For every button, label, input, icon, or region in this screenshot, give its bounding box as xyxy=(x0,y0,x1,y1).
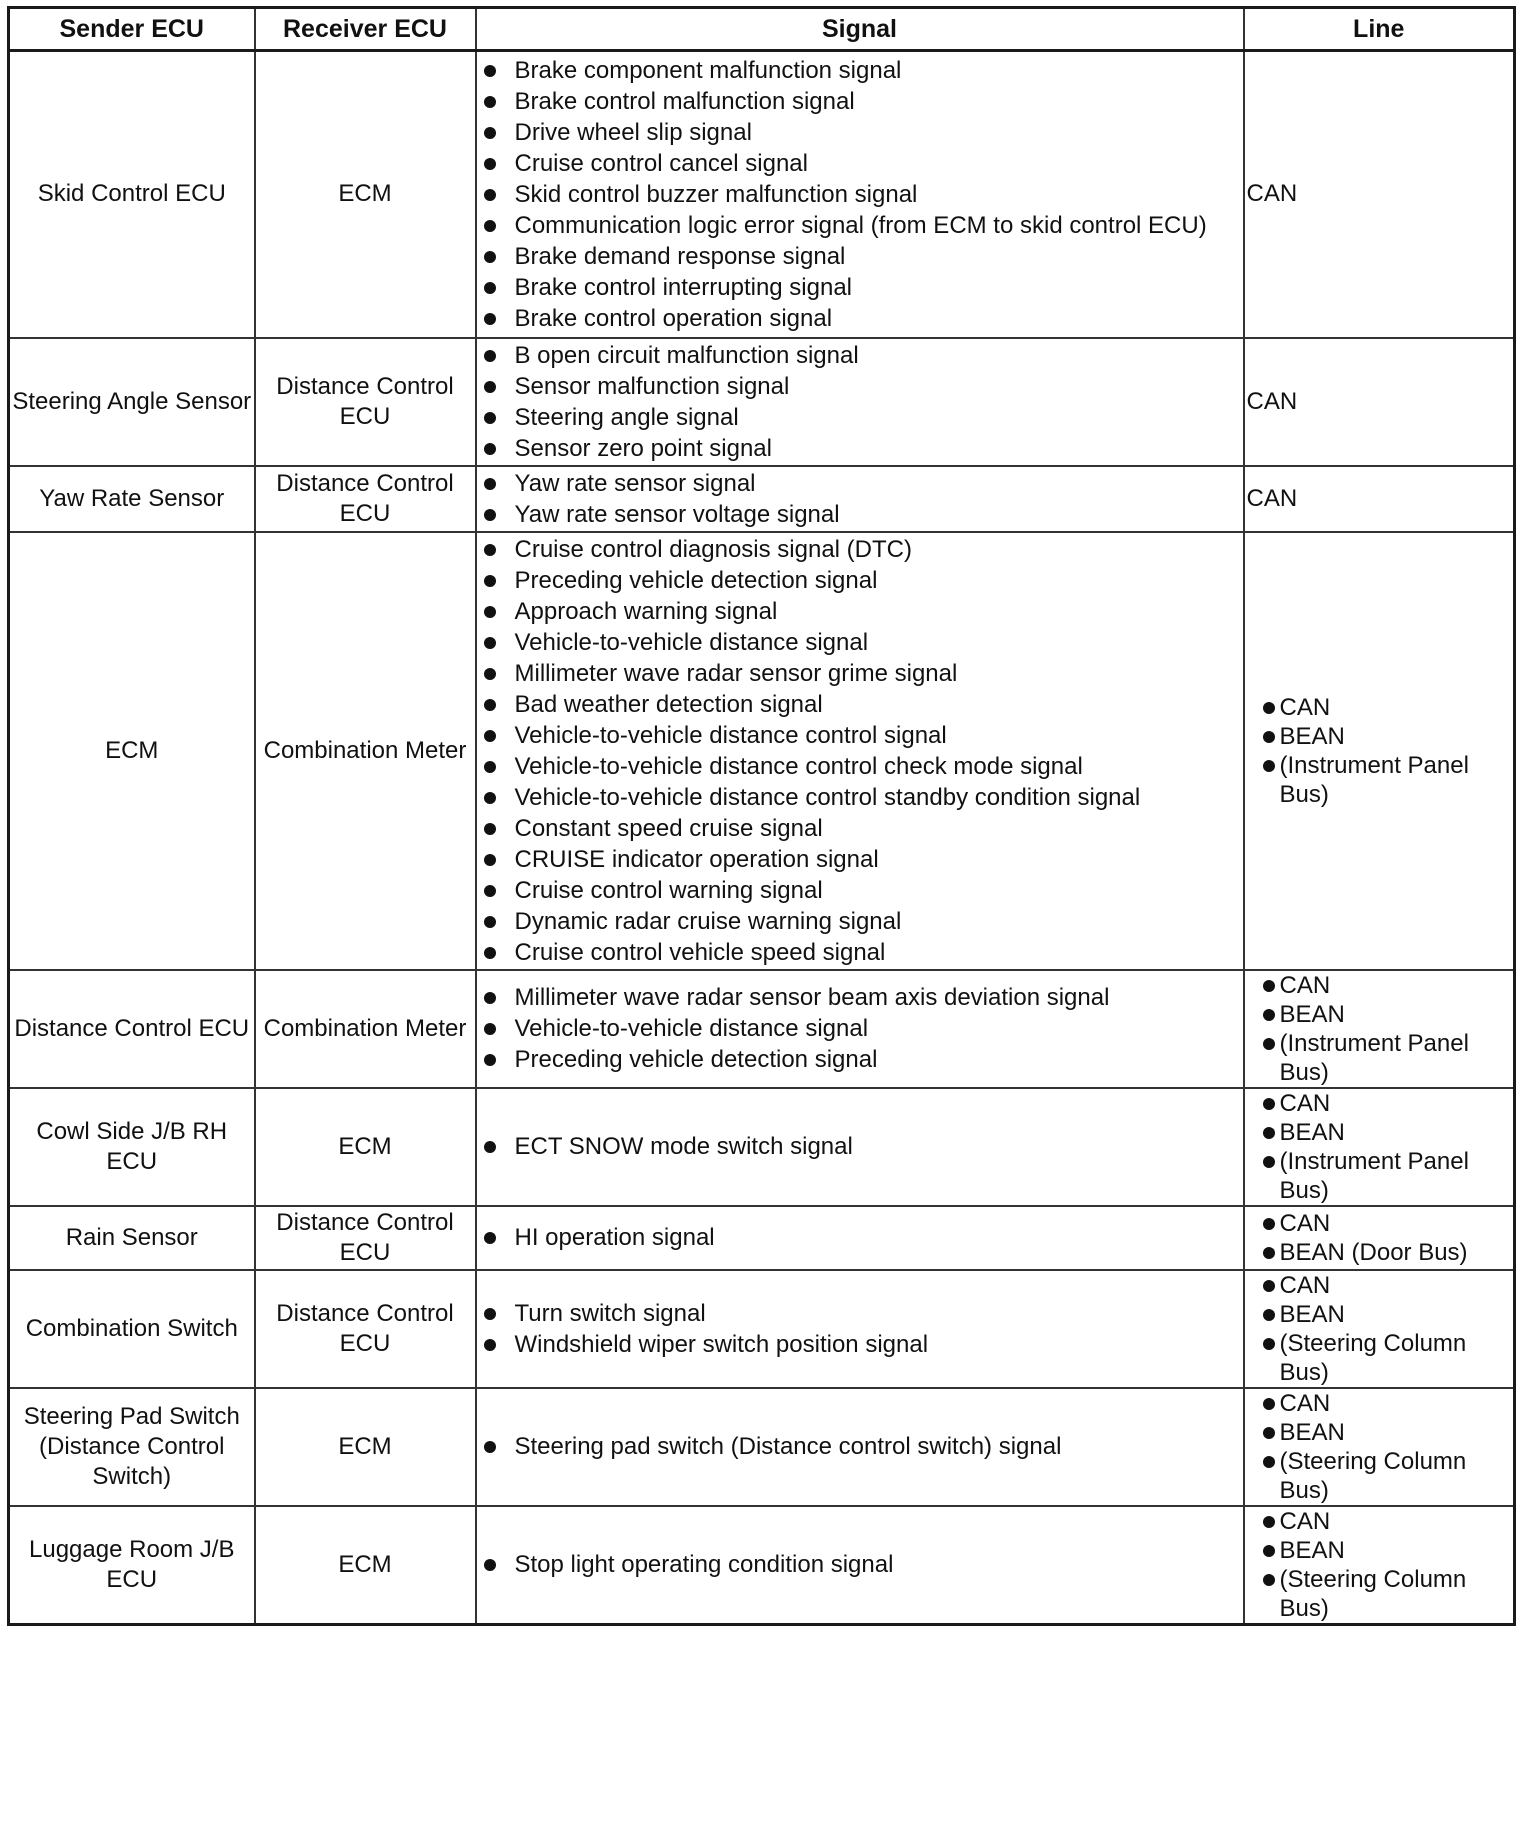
sender-ecu-cell: Combination Switch xyxy=(9,1270,255,1388)
signal-list xyxy=(477,1299,1243,1359)
signal-item: CRUISE indicator operation signal xyxy=(477,845,1243,874)
signal-cell xyxy=(476,1270,1244,1388)
signal-item: Brake control malfunction signal xyxy=(477,87,1243,116)
signal-cell xyxy=(476,1088,1244,1206)
signal-item: Vehicle-to-vehicle distance control check mode signal xyxy=(477,752,1243,781)
signal-cell xyxy=(476,1388,1244,1506)
receiver-ecu-cell: Distance Control ECU xyxy=(255,1206,476,1270)
signal-item: Windshield wiper switch position signal xyxy=(477,1330,1243,1359)
signal-cell xyxy=(476,466,1244,532)
signal-item: Brake control operation signal xyxy=(477,304,1243,333)
sender-ecu-cell: Luggage Room J/B ECU xyxy=(9,1506,255,1625)
signal-item: Turn switch signal xyxy=(477,1299,1243,1328)
line-item: (Steering Column Bus) xyxy=(1245,1329,1514,1387)
signal-list xyxy=(477,983,1243,1074)
line-item: CAN xyxy=(1245,1209,1514,1238)
signal-item: Cruise control warning signal xyxy=(477,876,1243,905)
line-value: CAN xyxy=(1246,180,1298,208)
line-item: (Instrument Panel Bus) xyxy=(1245,1147,1514,1205)
line-item: (Steering Column Bus) xyxy=(1245,1565,1514,1623)
receiver-ecu-cell: ECM xyxy=(255,1388,476,1506)
signal-item: Approach warning signal xyxy=(477,597,1243,626)
line-item: (Instrument Panel Bus) xyxy=(1245,1029,1514,1087)
signal-item: Steering angle signal xyxy=(477,403,1243,432)
sender-ecu-cell: Steering Pad Switch (Distance Control Switch) xyxy=(9,1388,255,1506)
line-item: BEAN xyxy=(1245,1536,1514,1565)
signal-item: Brake control interrupting signal xyxy=(477,273,1243,302)
signal-item: Dynamic radar cruise warning signal xyxy=(477,907,1243,936)
table-row xyxy=(9,338,1515,466)
line-cell xyxy=(1244,1506,1515,1625)
line-cell xyxy=(1244,1388,1515,1506)
signal-item: Cruise control cancel signal xyxy=(477,149,1243,178)
sender-ecu-cell: Yaw Rate Sensor xyxy=(9,466,255,532)
signal-item: Sensor malfunction signal xyxy=(477,372,1243,401)
signal-item: Brake component malfunction signal xyxy=(477,56,1243,85)
header-signal: Signal xyxy=(476,8,1244,51)
sender-ecu-cell: Cowl Side J/B RH ECU xyxy=(9,1088,255,1206)
signal-item: Millimeter wave radar sensor beam axis deviation signal xyxy=(477,983,1243,1012)
line-item: CAN xyxy=(1245,693,1514,722)
signal-item: Vehicle-to-vehicle distance control signal xyxy=(477,721,1243,750)
line-cell xyxy=(1244,51,1515,338)
sender-ecu-cell: Steering Angle Sensor xyxy=(9,338,255,466)
line-cell xyxy=(1244,970,1515,1088)
signal-cell xyxy=(476,338,1244,466)
signal-item: Drive wheel slip signal xyxy=(477,118,1243,147)
table-row xyxy=(9,970,1515,1088)
line-list xyxy=(1245,693,1514,809)
line-list xyxy=(1245,971,1514,1087)
signal-item: B open circuit malfunction signal xyxy=(477,341,1243,370)
receiver-ecu-cell: Combination Meter xyxy=(255,970,476,1088)
signal-item: Cruise control vehicle speed signal xyxy=(477,938,1243,967)
line-list xyxy=(1245,1089,1514,1205)
signal-list xyxy=(477,56,1243,333)
table-row xyxy=(9,51,1515,338)
header-sender: Sender ECU xyxy=(9,8,255,51)
signal-item: Yaw rate sensor voltage signal xyxy=(477,500,1243,529)
line-cell xyxy=(1244,338,1515,466)
signal-item: Communication logic error signal (from ECM to skid control ECU) xyxy=(477,211,1243,240)
signal-item: Vehicle-to-vehicle distance signal xyxy=(477,628,1243,657)
line-item: BEAN xyxy=(1245,722,1514,751)
signal-table xyxy=(7,6,1516,1626)
line-cell xyxy=(1244,466,1515,532)
receiver-ecu-cell: Distance Control ECU xyxy=(255,1270,476,1388)
receiver-ecu-cell: ECM xyxy=(255,1506,476,1625)
table-row xyxy=(9,1206,1515,1270)
line-value: CAN xyxy=(1246,484,1298,512)
signal-item: Cruise control diagnosis signal (DTC) xyxy=(477,535,1243,564)
line-item: BEAN xyxy=(1245,1000,1514,1029)
signal-item: Steering pad switch (Distance control switch) signal xyxy=(477,1432,1243,1461)
signal-item: Preceding vehicle detection signal xyxy=(477,1045,1243,1074)
line-item: CAN xyxy=(1245,1507,1514,1536)
signal-list xyxy=(477,341,1243,463)
header-line: Line xyxy=(1244,8,1515,51)
line-cell xyxy=(1244,1088,1515,1206)
signal-cell xyxy=(476,532,1244,970)
line-list xyxy=(1245,1209,1514,1267)
line-item: BEAN xyxy=(1245,1418,1514,1447)
line-list xyxy=(1245,1507,1514,1623)
table-row xyxy=(9,1506,1515,1625)
line-cell xyxy=(1244,1270,1515,1388)
receiver-ecu-cell: ECM xyxy=(255,1088,476,1206)
line-cell xyxy=(1244,1206,1515,1270)
signal-item: Yaw rate sensor signal xyxy=(477,469,1243,498)
line-list xyxy=(1245,1389,1514,1505)
sender-ecu-cell: Rain Sensor xyxy=(9,1206,255,1270)
signal-cell xyxy=(476,1206,1244,1270)
receiver-ecu-cell: ECM xyxy=(255,51,476,338)
line-item: BEAN xyxy=(1245,1300,1514,1329)
line-item: BEAN xyxy=(1245,1118,1514,1147)
line-item: CAN xyxy=(1245,1389,1514,1418)
signal-list xyxy=(477,1223,1243,1252)
header-receiver: Receiver ECU xyxy=(255,8,476,51)
receiver-ecu-cell: Combination Meter xyxy=(255,532,476,970)
signal-item: Stop light operating condition signal xyxy=(477,1550,1243,1579)
signal-item: HI operation signal xyxy=(477,1223,1243,1252)
table-row xyxy=(9,1270,1515,1388)
signal-cell xyxy=(476,970,1244,1088)
line-list xyxy=(1245,1271,1514,1387)
signal-item: Skid control buzzer malfunction signal xyxy=(477,180,1243,209)
signal-cell xyxy=(476,1506,1244,1625)
table-header xyxy=(9,8,1515,51)
table-row xyxy=(9,1388,1515,1506)
line-item: BEAN (Door Bus) xyxy=(1245,1238,1514,1267)
table-row xyxy=(9,532,1515,970)
sender-ecu-cell: Skid Control ECU xyxy=(9,51,255,338)
table-row xyxy=(9,1088,1515,1206)
line-item: (Instrument Panel Bus) xyxy=(1245,751,1514,809)
signal-list xyxy=(477,1132,1243,1161)
table-row xyxy=(9,466,1515,532)
signal-item: Vehicle-to-vehicle distance signal xyxy=(477,1014,1243,1043)
line-cell xyxy=(1244,532,1515,970)
sender-ecu-cell: Distance Control ECU xyxy=(9,970,255,1088)
signal-item: Sensor zero point signal xyxy=(477,434,1243,463)
signal-item: Constant speed cruise signal xyxy=(477,814,1243,843)
signal-item: Brake demand response signal xyxy=(477,242,1243,271)
signal-list xyxy=(477,1550,1243,1579)
signal-cell xyxy=(476,51,1244,338)
line-item: (Steering Column Bus) xyxy=(1245,1447,1514,1505)
table-body xyxy=(9,51,1515,1625)
line-item: CAN xyxy=(1245,971,1514,1000)
signal-list xyxy=(477,1432,1243,1461)
signal-item: Preceding vehicle detection signal xyxy=(477,566,1243,595)
signal-item: Bad weather detection signal xyxy=(477,690,1243,719)
signal-list xyxy=(477,535,1243,967)
header-row xyxy=(9,8,1515,51)
signal-item: Vehicle-to-vehicle distance control standby condition signal xyxy=(477,783,1243,812)
line-value: CAN xyxy=(1246,387,1298,415)
receiver-ecu-cell: Distance Control ECU xyxy=(255,338,476,466)
receiver-ecu-cell: Distance Control ECU xyxy=(255,466,476,532)
line-item: CAN xyxy=(1245,1271,1514,1300)
sender-ecu-cell: ECM xyxy=(9,532,255,970)
line-item: CAN xyxy=(1245,1089,1514,1118)
signal-list xyxy=(477,469,1243,529)
signal-item: ECT SNOW mode switch signal xyxy=(477,1132,1243,1161)
signal-item: Millimeter wave radar sensor grime signal xyxy=(477,659,1243,688)
